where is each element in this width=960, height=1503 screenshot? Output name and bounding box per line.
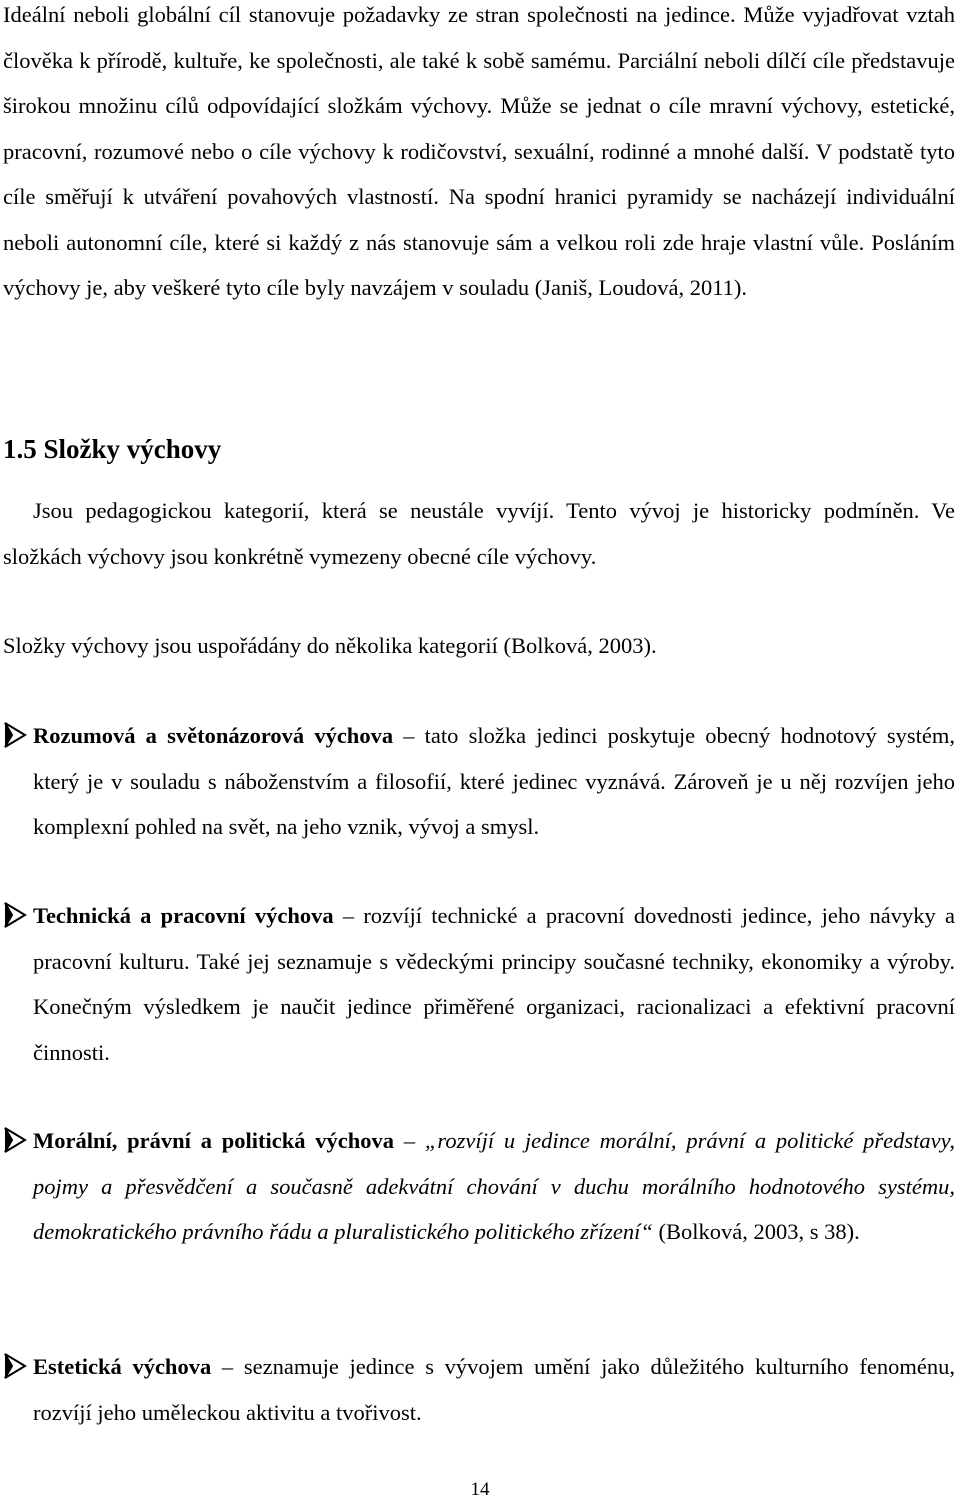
list-item-title: Morální, právní a politická výchova [33,1128,395,1153]
arrowhead-bullet-icon [3,722,27,748]
list-item-text: Rozumová a světonázorová výchova – tato složka jedinci poskytuje obecný hodnotový systém, který je v souladu s náboženstvím a filosofií, které jedinec vyznává. Zároveň je u něj rozvíjen jeho komplexní pohled na svět, na jeho vznik, vývoj a smysl. [33,723,955,839]
arrowhead-bullet-icon [3,1353,27,1379]
arrowhead-bullet-icon [3,902,27,928]
list-item-text: Morální, právní a politická výchova – „rozvíjí u jedince morální, právní a politické představy, pojmy a přesvědčení a současně adekvátní chování v duchu morálního hodnotového systému, demokratického právního řádu a pluralistického politického zřízení“ (Bolková, 2003, s 38). [33,1128,956,1244]
list-item-title: Estetická výchova [33,1354,212,1379]
list-item-text: Estetická výchova – seznamuje jedince s vývojem umění jako důležitého kulturního fenoménu, rozvíjí jeho uměleckou aktivitu a tvořivost. [33,1354,955,1425]
list-item-title: Rozumová a světonázorová výchova [33,723,394,748]
section-paragraph-1: Jsou pedagogickou kategorií, která se neustále vyvíjí. Tento vývoj je historicky podmíněn. Ve složkách výchovy jsou konkrétně vymezeny obecné cíle výchovy. [3,498,955,569]
arrowhead-bullet-icon [3,1127,27,1153]
list-item-citation: (Bolková, 2003, s 38). [652,1219,860,1244]
section-heading: 1.5 Složky výchovy [3,434,222,464]
section-paragraph-2: Složky výchovy jsou uspořádány do několika kategorií (Bolková, 2003). [3,633,657,658]
intro-paragraph: Ideální neboli globální cíl stanovuje požadavky ze stran společnosti na jedince. Může vyjadřovat vztah člověka k přírodě, kultuře, ke společnosti, ale také k sobě samému. Parciální neboli dílčí cíle představuje širokou množinu cílů odpovídající složkám výchovy. Může se jednat o cíle mravní výchovy, estetické, pracovní, rozumové nebo o cíle výchovy k rodičovství, sexuální, rodinné a mnohé další. V podstatě tyto cíle směřují k utváření povahových vlastností. Na spodní hranici pyramidy se nacházejí individuální neboli autonomní cíle, které si každý z nás stanovuje sám a velkou roli zde hraje vlastní vůle. Posláním výchovy je, aby veškeré tyto cíle byly navzájem v souladu (Janiš, Loudová, 2011). [3,2,955,300]
list-item-text: Technická a pracovní výchova – rozvíjí technické a pracovní dovednosti jedince, jeho návyky a pracovní kulturu. Také jej seznamuje s vědeckými principy současné techniky, ekonomiky a výroby. Konečným výsledkem je naučit jedince přiměřené organizaci, racionalizaci a efektivní pracovní činnosti. [33,903,956,1065]
list-item-quote: „rozvíjí u jedince morální, právní a politické představy, pojmy a přesvědčení a současně adekvátní chování v duchu morálního hodnotového systému, demokratického právního řádu a pluralistického politického zřízení“ [33,1128,956,1244]
list-item-title: Technická a pracovní výchova [33,903,334,928]
page-number: 14 [470,1479,490,1500]
